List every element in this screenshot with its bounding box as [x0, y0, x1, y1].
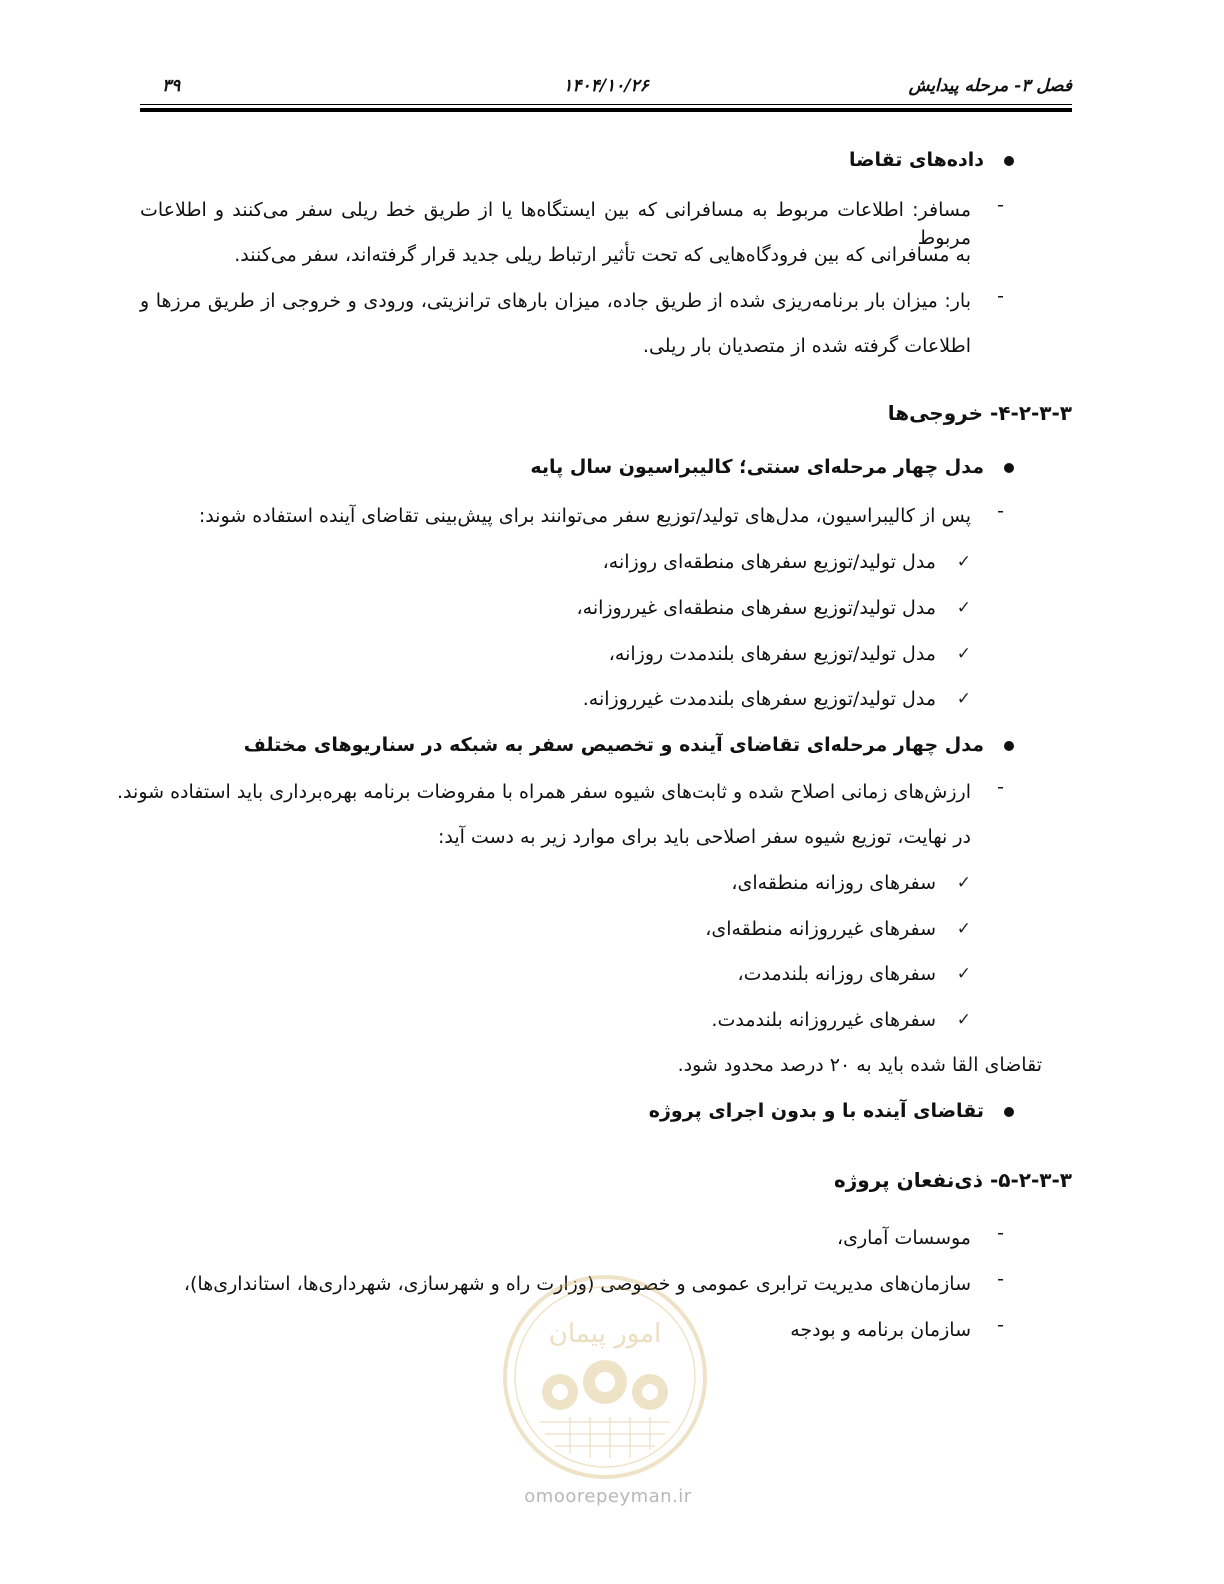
dash-marker: - — [997, 285, 1004, 307]
model1-check-1: مدل تولید/توزیع سفرهای منطقه‌ای روزانه، — [602, 551, 936, 573]
dash-marker: - — [997, 776, 1004, 798]
passenger-line-1: مسافر: اطلاعات مربوط به مسافرانی که بین ایستگاه‌ها یا از طریق خط ریلی سفر می‌کنند و اطلاعات مربوط — [140, 199, 971, 249]
model2-check-4: سفرهای غیرروزانه بلندمدت. — [711, 1009, 936, 1031]
bullet-icon — [1004, 1107, 1014, 1117]
dash-marker: - — [997, 1314, 1004, 1336]
model2-check-1: سفرهای روزانه منطقه‌ای، — [731, 872, 936, 894]
checkmark-icon: ✓ — [956, 919, 971, 939]
model1-check-4: مدل تولید/توزیع سفرهای بلندمدت غیرروزانه. — [582, 688, 936, 710]
model1-check-3: مدل تولید/توزیع سفرهای بلندمدت روزانه، — [608, 643, 936, 665]
model2-dash-line-1: ارزش‌های زمانی اصلاح شده و ثابت‌های شیوه سفر همراه با مفروضات برنامه بهره‌برداری باید استفاده شوند. — [117, 781, 971, 803]
dash-marker: - — [997, 194, 1004, 216]
model2-dash-line-2: در نهایت، توزیع شیوه سفر اصلاحی باید برای موارد زیر به دست آید: — [437, 826, 971, 848]
watermark-logo-icon — [500, 1272, 710, 1482]
model2-check-3: سفرهای روزانه بلندمدت، — [737, 963, 936, 985]
stakeholder-2: سازمان‌های مدیریت ترابری عمومی و خصوصی (وزارت راه و شهرسازی، شهرداری‌ها، استانداری‌ها)، — [183, 1273, 971, 1295]
stakeholder-3: سازمان برنامه و بودجه — [790, 1319, 971, 1341]
checkmark-icon: ✓ — [956, 1010, 971, 1030]
checkmark-icon: ✓ — [956, 964, 971, 984]
checkmark-icon: ✓ — [956, 873, 971, 893]
bullet-icon — [1004, 741, 1014, 751]
induced-demand-note: تقاضای القا شده باید به ۲۰ درصد محدود شود. — [677, 1054, 1042, 1076]
section-heading-stakeholders: ۵-۲-۳-۳- ذی‌نفعان پروژه — [833, 1168, 1072, 1192]
watermark-site: omoorepeyman.ir — [524, 1486, 692, 1507]
bullet-icon — [1004, 463, 1014, 473]
page-header — [140, 72, 1072, 104]
checkmark-icon: ✓ — [956, 552, 971, 572]
section-heading-outputs: ۴-۲-۳-۳- خروجی‌ها — [887, 401, 1072, 425]
stakeholder-1: موسسات آماری، — [836, 1227, 971, 1249]
passenger-line-2: به مسافرانی که بین فرودگاه‌هایی که تحت تأثیر ارتباط ریلی جدید قرار گرفته‌اند، سفر می‌کنند. — [234, 244, 971, 266]
model1-check-2: مدل تولید/توزیع سفرهای منطقه‌ای غیرروزانه، — [576, 597, 936, 619]
model1-bullet-text: مدل چهار مرحله‌ای سنتی؛ کالیبراسیون سال پایه — [530, 456, 984, 478]
model2-bullet-text: مدل چهار مرحله‌ای تقاضای آینده و تخصیص سفر به شبکه در سناریوهای مختلف — [243, 734, 984, 756]
page-number: ۳۹ — [162, 76, 181, 96]
header-date: ۱۴۰۴/۱۰/۲۶ — [563, 76, 649, 96]
freight-line-1: بار: میزان بار برنامه‌ریزی شده از طریق جاده، میزان بارهای ترانزیتی، ورودی و خروجی از طریق مرزها و — [140, 290, 971, 312]
dash-marker: - — [997, 1222, 1004, 1244]
bullet-icon — [1004, 156, 1014, 166]
checkmark-icon: ✓ — [956, 644, 971, 664]
chapter-title: فصل ۳- مرحله پیدایش — [908, 76, 1072, 96]
checkmark-icon: ✓ — [956, 598, 971, 618]
header-rule-thin — [140, 104, 1072, 105]
future-demand-bullet: تقاضای آینده با و بدون اجرای پروژه — [648, 1100, 984, 1122]
checkmark-icon: ✓ — [956, 689, 971, 709]
header-rule-thick — [140, 108, 1072, 112]
dash-marker: - — [997, 1268, 1004, 1290]
freight-line-2: اطلاعات گرفته شده از متصدیان بار ریلی. — [642, 335, 971, 357]
dash-marker: - — [997, 500, 1004, 522]
demand-bullet-text: داده‌های تقاضا — [848, 149, 984, 171]
model1-dash-text: پس از کالیبراسیون، مدل‌های تولید/توزیع سفر می‌توانند برای پیش‌بینی تقاضای آینده استفاده شوند: — [198, 505, 971, 527]
watermark-logo-text: امور پیمان — [548, 1319, 662, 1349]
model2-check-2: سفرهای غیرروزانه منطقه‌ای، — [705, 918, 936, 940]
